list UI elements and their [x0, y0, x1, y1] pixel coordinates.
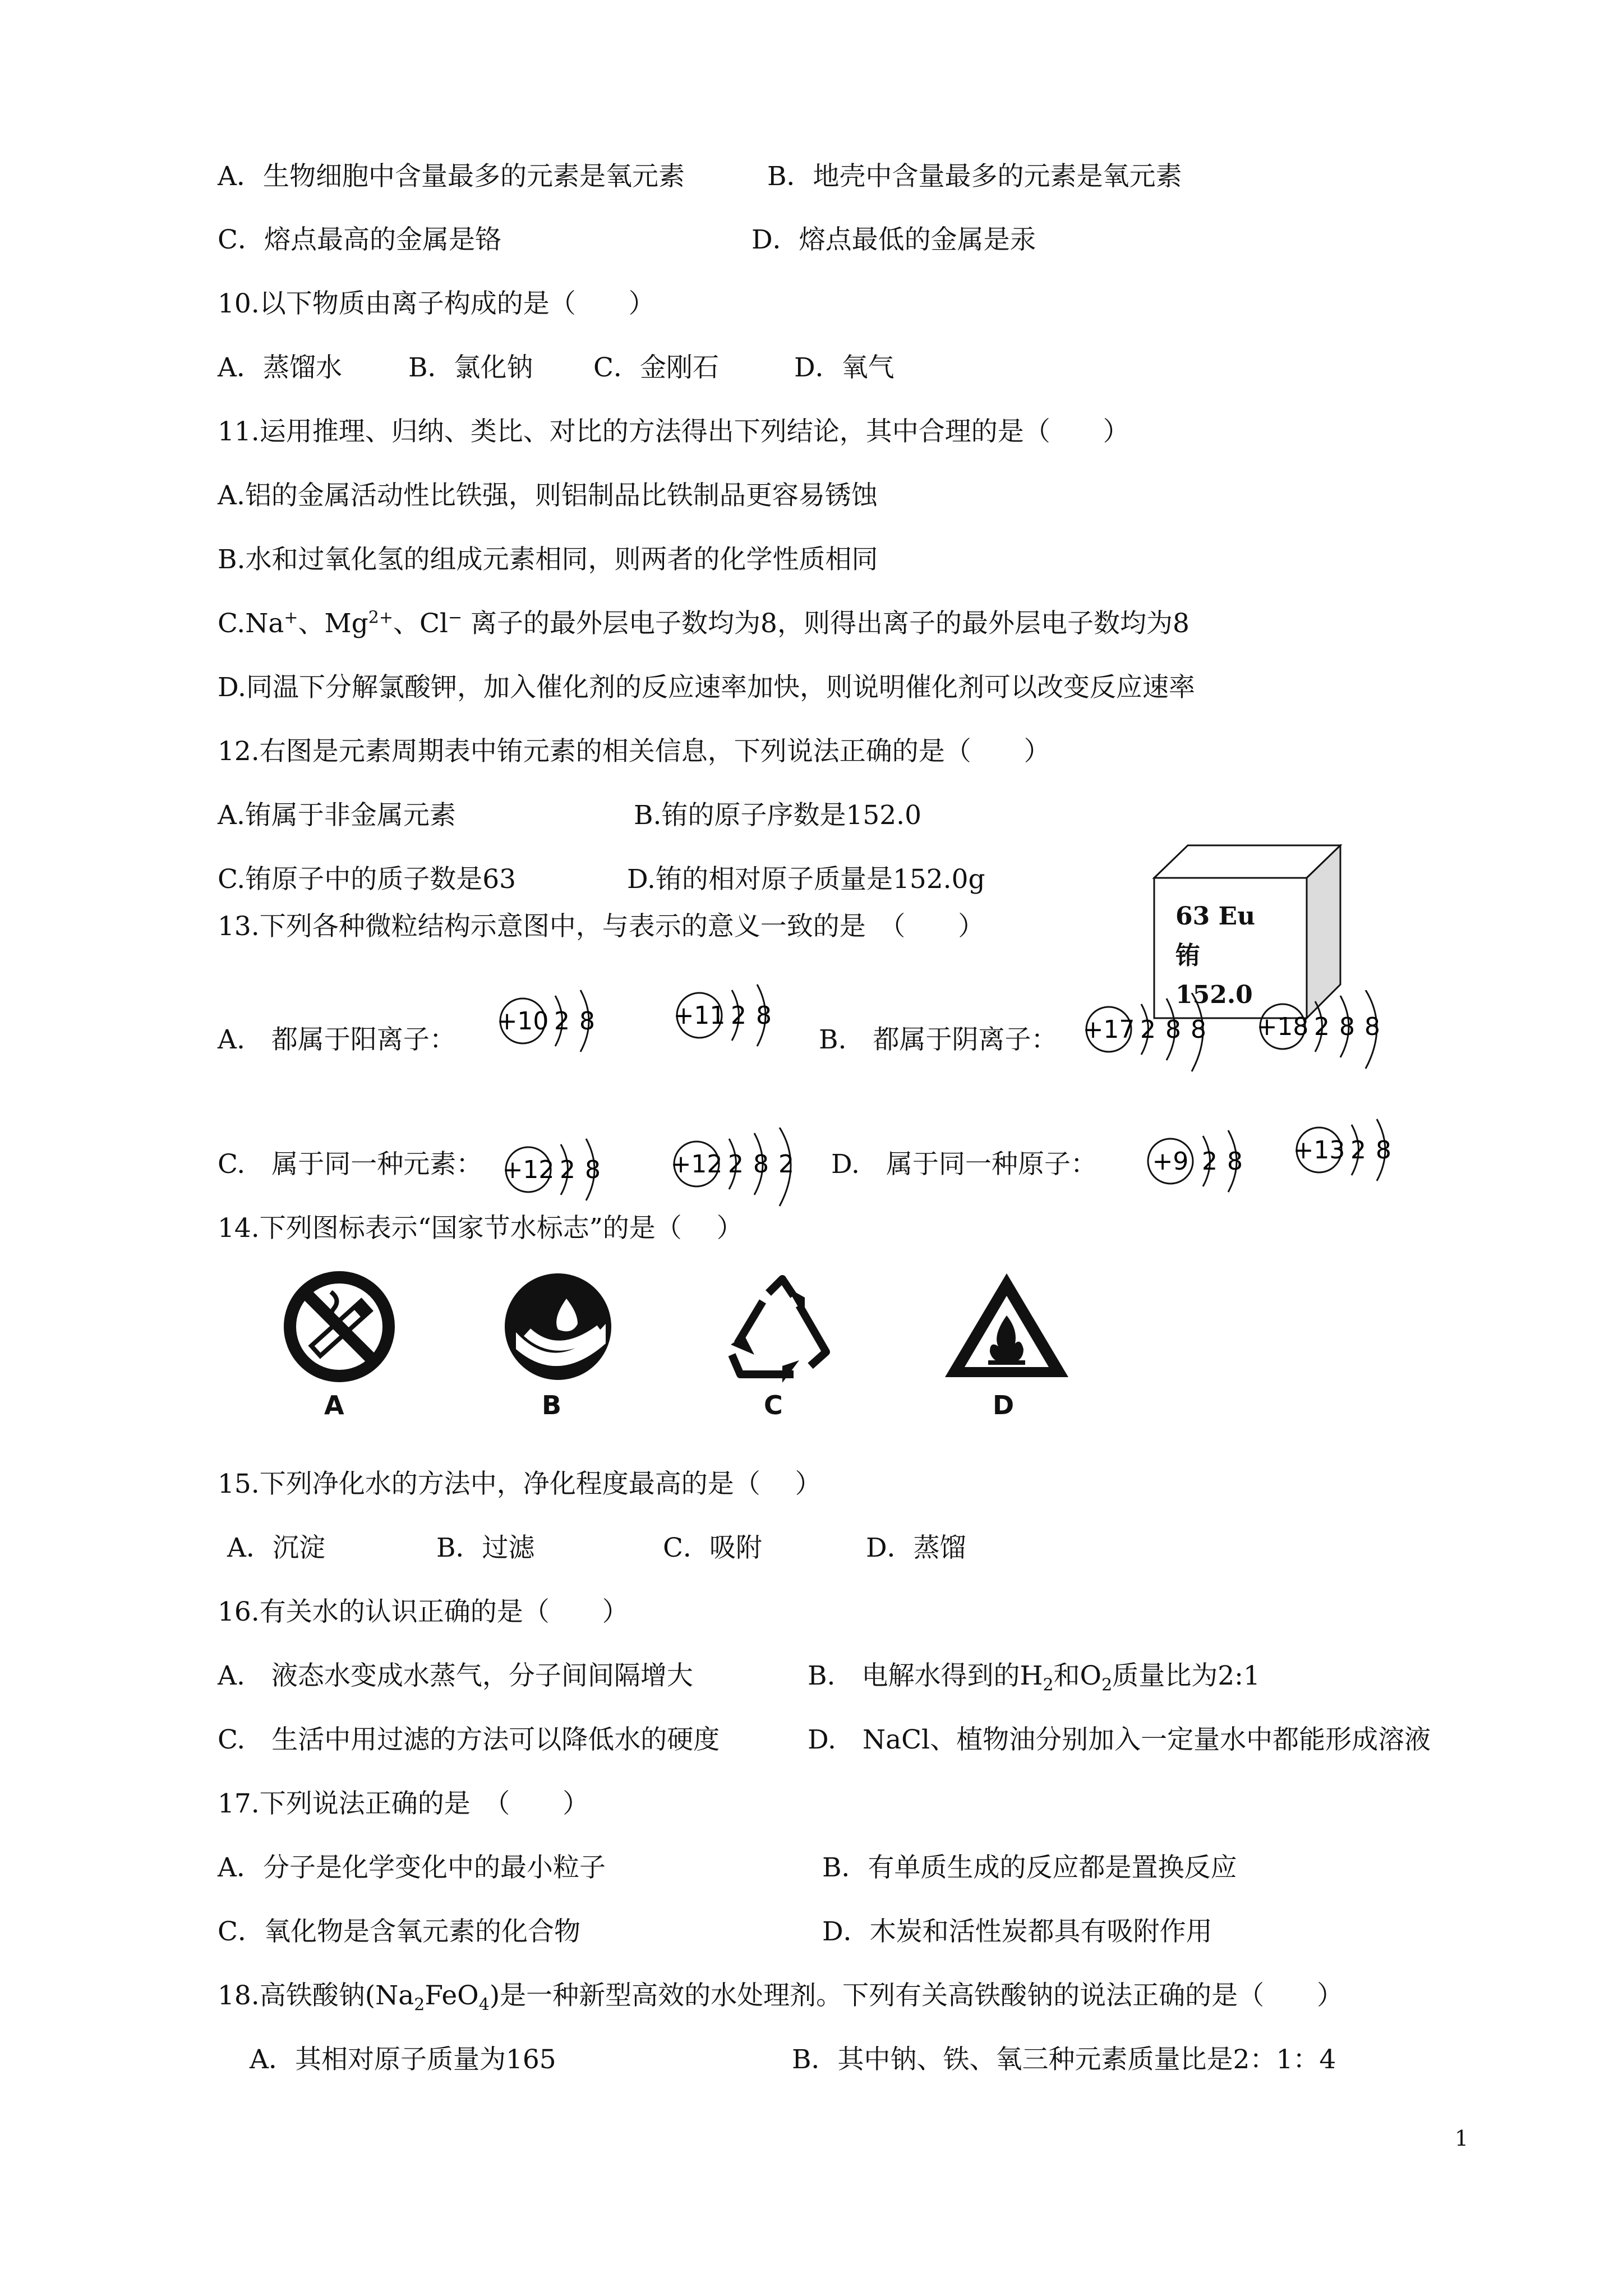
svg-text:2: 2	[1140, 1015, 1156, 1044]
q18-stem: 18.高铁酸钠$(Na_2FeO_4)$是一种新型高效的水处理剂。下列有关高铁酸钠的说法正确的是（ ）	[218, 1980, 1344, 2015]
svg-text:+10: +10	[496, 1007, 549, 1036]
q9-option-d: D．熔点最低的金属是汞	[751, 224, 1036, 255]
q15-option-b: B．过滤	[436, 1533, 535, 1563]
svg-text:2: 2	[1202, 1147, 1218, 1176]
q9-option-c: C．熔点最高的金属是铬	[218, 224, 501, 255]
q11-option-a: A.铝的金属活动性比铁强，则铝制品比铁制品更容易锈蚀	[218, 480, 878, 511]
svg-text:2: 2	[1314, 1013, 1330, 1041]
element-name: 铕	[1175, 941, 1200, 970]
svg-text:8: 8	[1376, 1136, 1391, 1165]
atom-diagram	[1253, 990, 1410, 1105]
atom-diagram	[499, 1133, 634, 1220]
element-number-symbol: 63 Eu	[1175, 902, 1256, 931]
svg-text:2: 2	[554, 1007, 570, 1036]
sign-label: B	[542, 1390, 562, 1420]
svg-text:8: 8	[1339, 1013, 1355, 1041]
svg-text:2: 2	[1350, 1136, 1366, 1165]
svg-text:+12: +12	[670, 1150, 723, 1179]
q13-option-c: C. 属于同一种元素：	[218, 1149, 483, 1180]
q10-option-b: B．氯化钠	[408, 352, 533, 383]
q12-option-a: A.铕属于非金属元素	[218, 800, 456, 831]
q15-option-a: A．沉淀	[227, 1533, 325, 1563]
q15-stem: 15.下列净化水的方法中，净化程度最高的是（ ）	[218, 1469, 822, 1499]
svg-text:2: 2	[778, 1150, 794, 1179]
q13-stem: 13.下列各种微粒结构示意图中，与表示的意义一致的是 （ ）	[218, 911, 985, 942]
svg-text:+12: +12	[502, 1156, 555, 1184]
q16-option-a: A. 液态水变成水蒸气，分子间间隔增大	[218, 1660, 693, 1691]
q17-option-b: B．有单质生成的反应都是置换反应	[822, 1852, 1237, 1883]
q18-option-a: A．其相对原子质量为165	[250, 2044, 556, 2075]
page-number: 1	[1455, 2126, 1469, 2151]
q17-stem: 17.下列说法正确的是 （ ）	[218, 1788, 589, 1819]
q17-option-c: C．氧化物是含氧元素的化合物	[218, 1916, 580, 1947]
svg-text:2: 2	[731, 1001, 746, 1030]
q9-option-a: A．生物细胞中含量最多的元素是氧元素	[218, 161, 685, 192]
svg-text:8: 8	[1165, 1015, 1181, 1044]
q11-option-d: D.同温下分解氯酸钾，加入催化剂的反应速率加快，则说明催化剂可以改变反应速率	[218, 672, 1195, 703]
svg-text:8: 8	[579, 1007, 595, 1036]
q9-option-b: B．地壳中含量最多的元素是氧元素	[767, 161, 1182, 192]
svg-text:2: 2	[560, 1156, 575, 1184]
q14-stem: 14.下列图标表示“国家节水标志”的是（ ）	[218, 1213, 743, 1244]
atom-diagram	[670, 979, 805, 1065]
q10-option-c: C．金刚石	[593, 352, 719, 383]
q15-option-d: D．蒸馏	[866, 1533, 966, 1563]
q10-stem: 10.以下物质由离子构成的是（ ）	[218, 288, 655, 319]
q11-option-c: C.Na+、$Mg^{2+}$、Cl− 离子的最外层电子数均为8，则得出离子的最外层电子数均为8	[218, 608, 1189, 639]
element-mass: 152.0	[1175, 981, 1253, 1009]
atom-diagram	[667, 1128, 824, 1220]
q18-option-b: B．其中钠、铁、氧三种元素质量比是2：1：4	[792, 2044, 1336, 2075]
atom-diagram	[1080, 993, 1237, 1107]
svg-text:8: 8	[1364, 1013, 1380, 1041]
sign-label: D	[993, 1390, 1015, 1420]
q17-option-d: D．木炭和活性炭都具有吸附作用	[822, 1916, 1212, 1947]
svg-text:8: 8	[756, 1001, 772, 1030]
q11-option-b: B.水和过氧化氢的组成元素相同，则两者的化学性质相同	[218, 544, 878, 575]
atom-diagram	[1141, 1125, 1276, 1211]
q12-option-c: C.铕原子中的质子数是63	[218, 864, 517, 895]
q16-stem: 16.有关水的认识正确的是（ ）	[218, 1596, 629, 1627]
sign-label: A	[324, 1390, 344, 1420]
svg-text:+13: +13	[1293, 1136, 1345, 1165]
q11-stem: 11.运用推理、归纳、类比、对比的方法得出下列结论，其中合理的是（ ）	[218, 416, 1129, 447]
sign-label: C	[764, 1390, 783, 1420]
atom-diagram	[494, 984, 628, 1071]
svg-text:+18: +18	[1256, 1013, 1309, 1041]
svg-text:8: 8	[1227, 1147, 1243, 1176]
q13-option-d: D. 属于同一种原子：	[831, 1149, 1097, 1180]
svg-text:+11: +11	[673, 1001, 726, 1030]
q12-option-b: B.铕的原子序数是152.0	[634, 800, 922, 831]
q13-option-b: B. 都属于阴离子：	[819, 1024, 1058, 1055]
atom-diagram	[1290, 1114, 1424, 1200]
q16-option-b: B. 电解水得到的$H_2$和$O_2$质量比为2:1	[808, 1660, 1260, 1695]
svg-text:8: 8	[753, 1150, 769, 1179]
q17-option-a: A．分子是化学变化中的最小粒子	[218, 1852, 606, 1883]
q12-option-d: D.铕的相对原子质量是152.0g	[627, 864, 985, 895]
svg-text:8: 8	[1191, 1015, 1206, 1044]
svg-text:8: 8	[585, 1156, 601, 1184]
q10-option-d: D．氧气	[794, 352, 895, 383]
svg-text:2: 2	[728, 1150, 744, 1179]
q10-option-a: A．蒸馏水	[218, 352, 342, 383]
q13-option-a: A. 都属于阳离子：	[218, 1024, 456, 1055]
q16-option-c: C. 生活中用过滤的方法可以降低水的硬度	[218, 1724, 720, 1755]
q15-option-c: C．吸附	[663, 1533, 762, 1563]
q12-stem: 12.右图是元素周期表中铕元素的相关信息，下列说法正确的是（ ）	[218, 736, 1050, 767]
svg-text:+9: +9	[1152, 1147, 1189, 1176]
q16-option-d: D. NaCl、植物油分别加入一定量水中都能形成溶液	[808, 1724, 1431, 1755]
svg-text:+17: +17	[1082, 1015, 1135, 1044]
